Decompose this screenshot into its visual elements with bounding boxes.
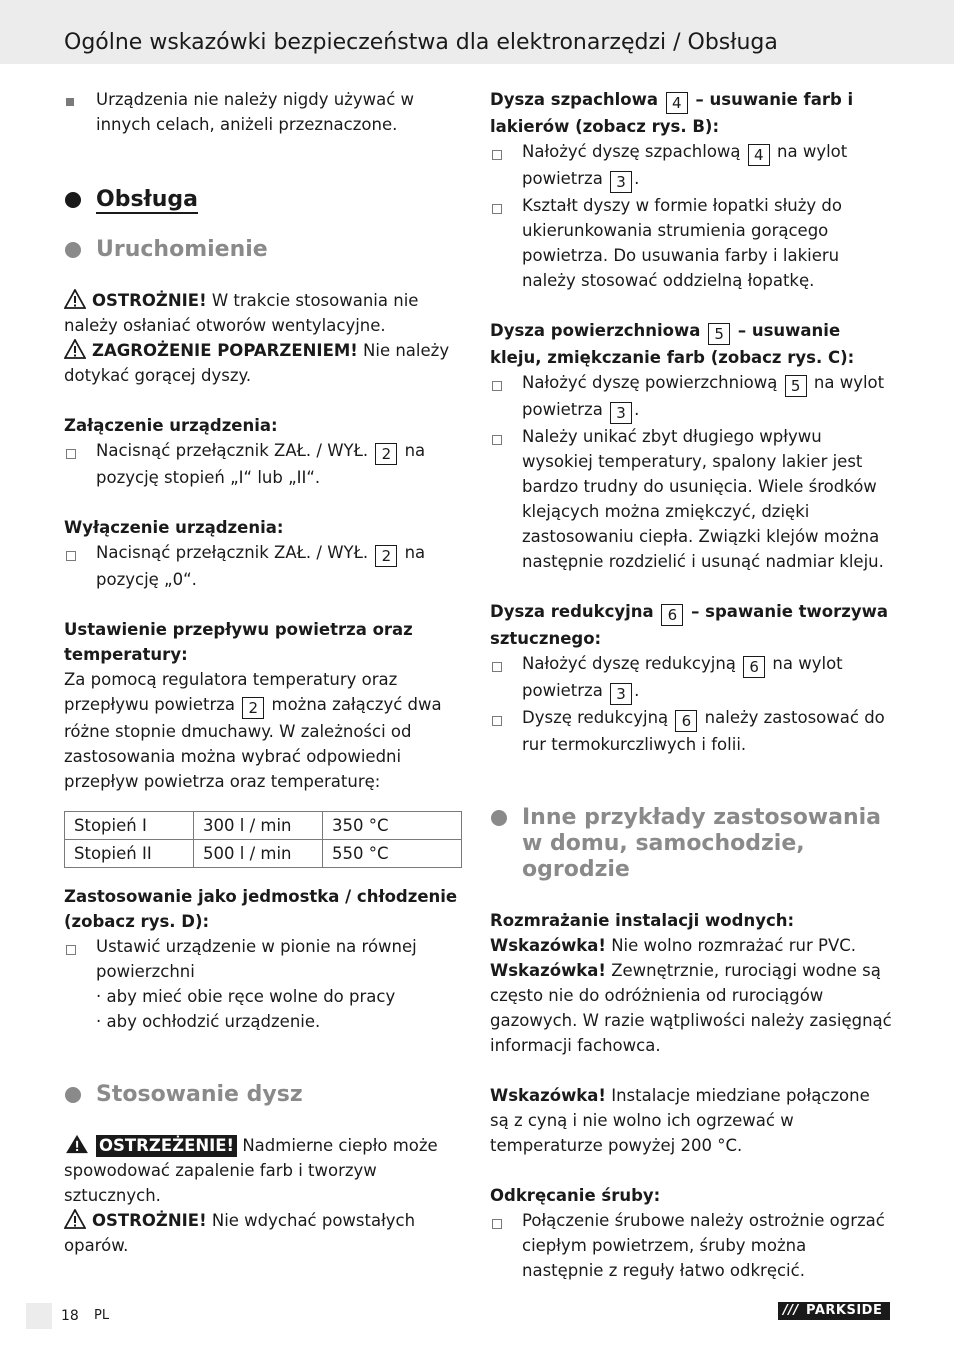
table-cell: 550 °C — [323, 840, 462, 868]
part-number-badge: 3 — [610, 171, 632, 193]
table-cell: Stopień II — [65, 840, 194, 868]
list-item: Nałożyć dyszę redukcyjną 6 na wylot powietrza 3 . — [490, 651, 892, 705]
square-bullet-icon — [490, 139, 522, 164]
subheading-reduction-nozzle: Dysza redukcyjna 6 – spawanie tworzywa sztucznego: — [490, 602, 888, 648]
square-bullet-icon — [490, 370, 522, 395]
hint-note: Wskazówka! Instalacje miedziane połączone są z cyną i nie wolno ich ogrzewać w temperaturze powyżej 200 °C. — [490, 1086, 870, 1155]
airflow-table — [64, 811, 462, 868]
section-heading-other-uses: Inne przykłady zastosowania w domu, samochodzie, ogrodzie — [490, 805, 892, 883]
warning-note: OSTRZEŻENIE! Nadmierne ciepło może spowodować zapalenie farb i tworzyw sztucznych. — [64, 1136, 438, 1205]
part-number-badge: 2 — [242, 697, 264, 719]
page-number: 18 — [61, 1308, 79, 1324]
list-item: Nałożyć dyszę szpachlową 4 na wylot powietrza 3 . — [490, 139, 892, 193]
language-code: PL — [94, 1308, 110, 1323]
sub-list-item: · aby mieć obie ręce wolne do pracy — [96, 987, 396, 1006]
part-number-badge: 5 — [785, 375, 807, 397]
list-item: Dyszę redukcyjną 6 należy zastosować do rur termokurczliwych i folii. — [490, 705, 892, 757]
subheading-switch-on: Załączenie urządzenia: — [64, 416, 278, 435]
part-number-badge: 4 — [666, 92, 688, 114]
footer-marker — [26, 1303, 52, 1329]
hint-note: Wskazówka! Zewnętrznie, rurociągi wodne są często nie do odróżnienia od rurociągów gazowych. W razie wątpliwości należy zasięgnąć informacji fachowca. — [490, 961, 892, 1055]
list-item: Nacisnąć przełącznik ZAŁ. / WYŁ. 2 na pozycję stopień „I“ lub „II“. — [64, 438, 464, 490]
right-column — [490, 87, 892, 1283]
table-cell: Stopień I — [65, 812, 194, 840]
list-item: Ustawić urządzenie w pionie na równej powierzchni — [64, 934, 464, 984]
table-cell: 500 l / min — [194, 840, 323, 868]
square-bullet-icon — [64, 87, 96, 112]
caution-note: OSTROŻNIE! Nie wdychać powstałych oparów. — [64, 1211, 416, 1255]
subheading-surface-nozzle: Dysza powierzchniowa 5 – usuwanie kleju, zmiękczanie farb (zobacz rys. C): — [490, 321, 855, 367]
parkside-logo — [778, 1302, 890, 1320]
section-heading-dysz: Stosowanie dysz — [64, 1082, 464, 1108]
list-item: Nacisnąć przełącznik ZAŁ. / WYŁ. 2 na pozycję „0“. — [64, 540, 464, 592]
section-heading-uruchomienie: Uruchomienie — [64, 237, 464, 263]
left-column — [64, 87, 464, 1258]
logo-stripes: /// — [783, 1303, 799, 1318]
list-item: Należy unikać zbyt długiego wpływu wysokiej temperatury, spalony lakier jest bardzo trudny do usunięcia. Wiele środków klejących można zmiękczyć, dzięki zastosowaniu ciepła. Związki klejów można następnie rozdzielić i usunąć nadmiar kleju. — [490, 424, 892, 574]
airflow-paragraph: Za pomocą regulatora temperatury oraz przepływu powietrza 2 można załączyć dwa różne stopnie dmuchawy. W zależności od zastosowania można wybrać odpowiedni przepływ powietrza oraz temperaturę: — [64, 670, 442, 791]
subheading-airflow: Ustawienie przepływu powietrza oraz temperatury: — [64, 620, 413, 664]
square-bullet-icon — [64, 438, 96, 463]
hint-note: Wskazówka! Nie wolno rozmrażać rur PVC. — [490, 936, 856, 955]
logo-name: PARKSIDE — [806, 1303, 883, 1318]
part-number-badge: 4 — [748, 144, 770, 166]
bullet-dot-icon — [65, 192, 81, 208]
list-item: Połączenie śrubowe należy ostrożnie ogrzać ciepłym powietrzem, śruby można następnie z reguły łatwo odkręcić. — [490, 1208, 892, 1283]
square-bullet-icon — [490, 1208, 522, 1233]
list-item: Nałożyć dyszę powierzchniową 5 na wylot powietrza 3 . — [490, 370, 892, 424]
part-number-badge: 2 — [375, 545, 397, 567]
part-number-badge: 3 — [610, 402, 632, 424]
list-item: Kształt dyszy w formie łopatki służy do ukierunkowania strumienia gorącego powietrza. Do usuwania farby i lakieru należy stosować oddzielną łopatkę. — [490, 193, 892, 293]
warning-triangle-icon — [64, 1209, 86, 1229]
page-header — [0, 0, 954, 64]
table-cell: 300 l / min — [194, 812, 323, 840]
subheading-screws: Odkręcanie śruby: — [490, 1186, 661, 1205]
warning-triangle-icon — [64, 1134, 90, 1154]
part-number-badge: 6 — [661, 604, 683, 626]
caution-note: OSTROŻNIE! W trakcie stosowania nie należy osłaniać otworów wentylacyjne. — [64, 291, 419, 335]
part-number-badge: 3 — [610, 683, 632, 705]
table-row — [65, 812, 462, 840]
warning-label: OSTRZEŻENIE! — [96, 1135, 237, 1157]
burn-warning-note: ZAGROŻENIE POPARZENIEM! Nie należy dotykać gorącej dyszy. — [64, 341, 450, 385]
sub-list-item: · aby ochłodzić urządzenie. — [96, 1012, 321, 1031]
square-bullet-icon — [490, 193, 522, 218]
part-number-badge: 6 — [675, 710, 697, 732]
bullet-dot-icon — [65, 1087, 81, 1103]
list-item: Urządzenia nie należy nigdy używać w innych celach, aniżeli przeznaczone. — [64, 87, 464, 137]
bullet-dot-icon — [65, 242, 81, 258]
warning-triangle-icon — [64, 339, 86, 359]
warning-triangle-icon — [64, 289, 86, 309]
table-cell: 350 °C — [323, 812, 462, 840]
square-bullet-icon — [490, 651, 522, 676]
subheading-spatula-nozzle: Dysza szpachlowa 4 – usuwanie farb i lakierów (zobacz rys. B): — [490, 90, 854, 136]
subheading-thawing: Rozmrażanie instalacji wodnych: — [490, 911, 795, 930]
part-number-badge: 6 — [743, 656, 765, 678]
part-number-badge: 5 — [708, 323, 730, 345]
page-title: Ogólne wskazówki bezpieczeństwa dla elektronarzędzi / Obsługa — [64, 30, 778, 55]
square-bullet-icon — [490, 705, 522, 730]
section-heading-obsluga: Obsługa — [64, 187, 464, 213]
square-bullet-icon — [490, 424, 522, 449]
table-row — [65, 840, 462, 868]
bullet-dot-icon — [491, 810, 507, 826]
square-bullet-icon — [64, 934, 96, 959]
part-number-badge: 2 — [375, 443, 397, 465]
subheading-switch-off: Wyłączenie urządzenia: — [64, 518, 284, 537]
subheading-stand: Zastosowanie jako jedmostka / chłodzenie (zobacz rys. D): — [64, 887, 458, 931]
square-bullet-icon — [64, 540, 96, 565]
